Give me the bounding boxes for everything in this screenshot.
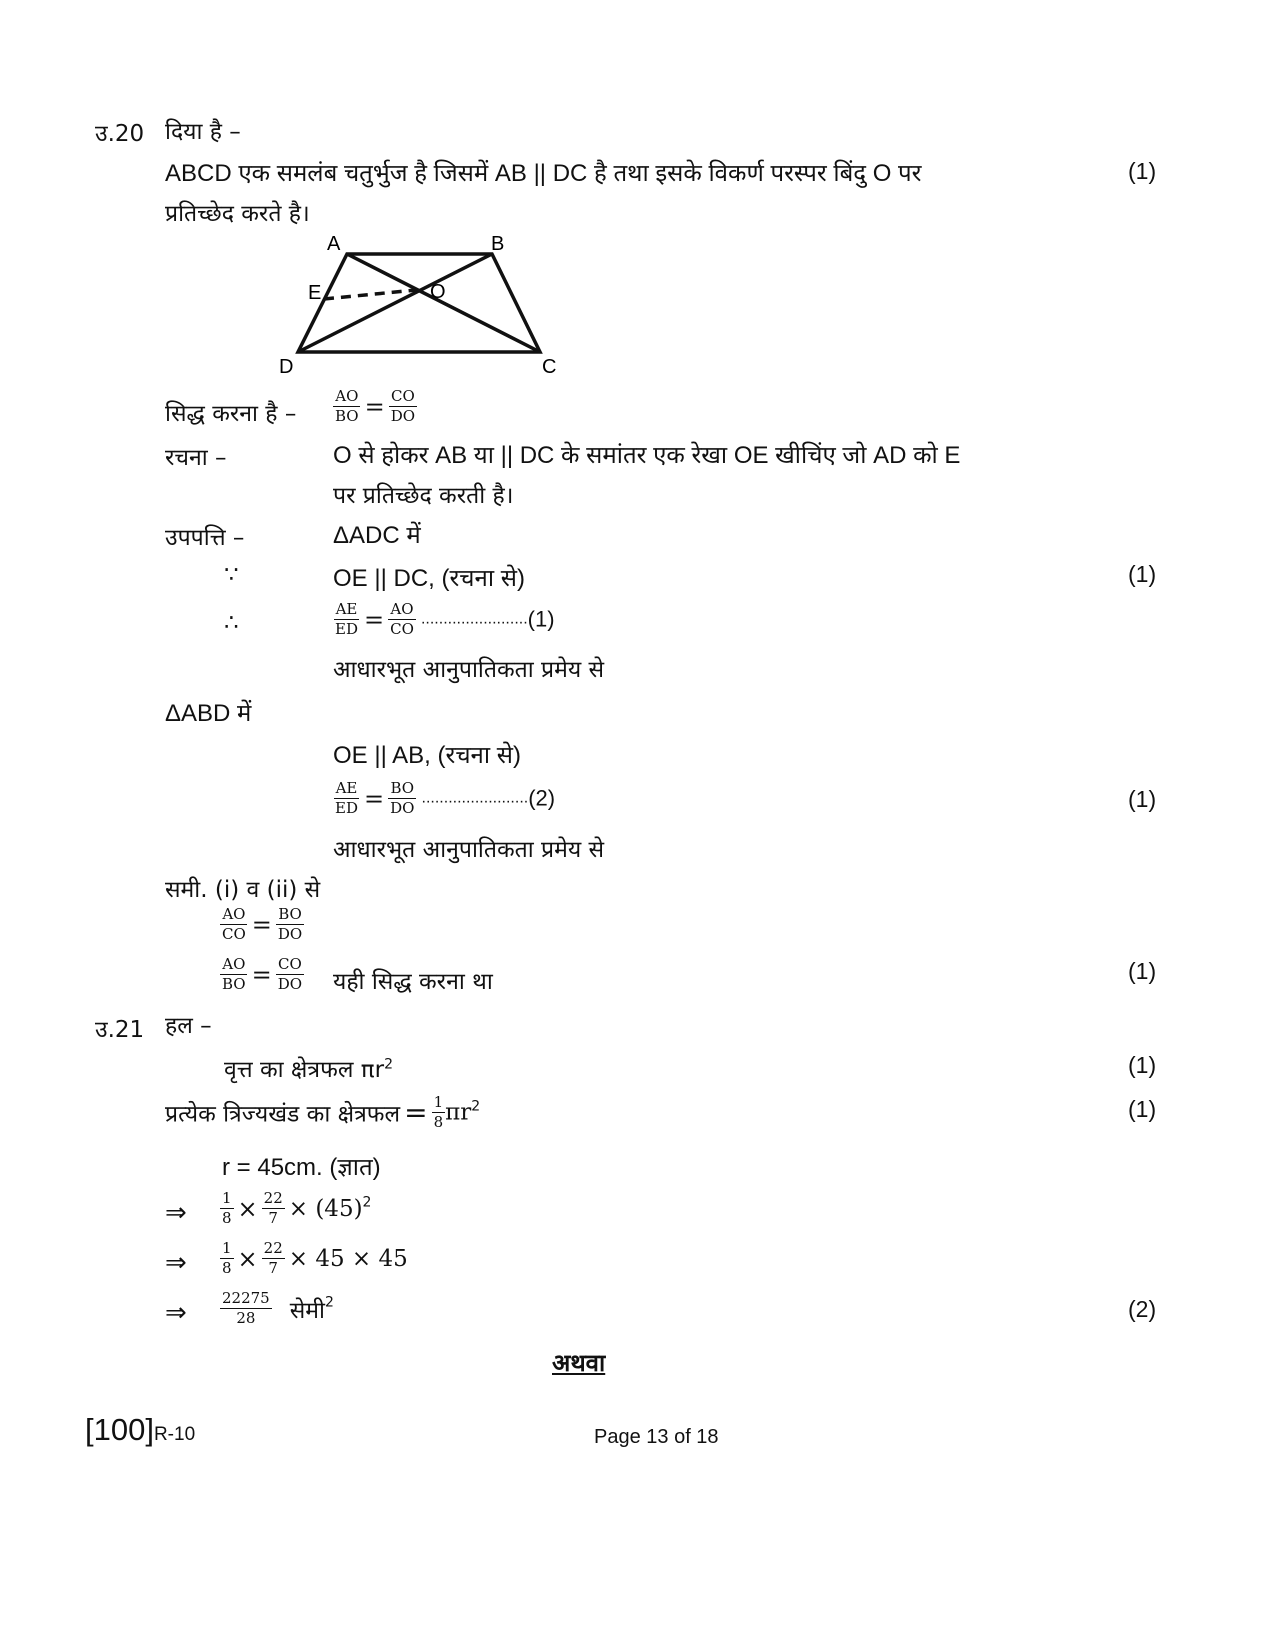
mark-1: (1) — [1128, 561, 1157, 587]
fraction: $\frac{AO}{BO}$ — [222, 955, 246, 993]
fraction: $\frac{22}{7}$ — [263, 1239, 283, 1277]
fraction: $\frac{22275}{28}$ — [222, 1289, 270, 1327]
mark-b: (1) — [1128, 1096, 1157, 1122]
fraction: $\frac{AO}{BO}$ — [335, 387, 359, 425]
to-prove-label: सिद्ध करना है – — [165, 401, 297, 427]
triangle-adc-heading: ΔADC में — [333, 522, 421, 549]
question-number-20: उ.20 — [95, 121, 145, 147]
trapezium-figure — [270, 228, 580, 388]
step-1: $\frac{1}{8}$ × $\frac{22}{7}$ × $(45)^2$ — [222, 1189, 372, 1227]
triangle-abd-heading: ΔABD में — [165, 700, 252, 727]
label-D: D — [279, 356, 294, 378]
construction-line-1: O से होकर AB या || DC के समांतर एक रेखा OE खीचिंए जो AD को E — [333, 442, 961, 469]
fraction: $\frac{AO}{CO}$ — [222, 905, 246, 943]
equation-1: $\frac{AE}{ED}$ = $\frac{AO}{CO}$ ........................(1) — [335, 600, 555, 638]
label-E: E — [308, 282, 322, 304]
implies-arrow: ⇒ — [165, 1248, 187, 1278]
fraction: $\frac{AE}{ED}$ — [335, 779, 358, 817]
implies-arrow: ⇒ — [165, 1298, 187, 1328]
or-heading: अथवा — [552, 1349, 606, 1377]
mark-c: (2) — [1128, 1296, 1157, 1322]
fraction: $\frac{1}{8}$ — [433, 1093, 444, 1131]
fraction: $\frac{AE}{ED}$ — [335, 600, 358, 638]
radius-given: r = 45cm. (ज्ञात) — [222, 1154, 381, 1181]
page-number: Page 13 of 18 — [594, 1426, 719, 1448]
fraction: $\frac{BO}{DO}$ — [277, 905, 303, 943]
fraction: $\frac{1}{8}$ — [222, 1239, 232, 1277]
theorem-line-1: आधारभूत आनुपातिकता प्रमेय से — [333, 657, 605, 683]
oe-parallel-dc: OE || DC, (रचना से) — [333, 565, 525, 592]
fraction: $\frac{CO}{DO}$ — [277, 955, 303, 993]
equation-3: $\frac{AO}{CO}$ = $\frac{BO}{DO}$ — [222, 905, 303, 943]
fraction: $\frac{22}{7}$ — [263, 1189, 283, 1227]
circle-area: वृत्त का क्षेत्रफल $\pi r^2$ — [224, 1056, 393, 1083]
oe-parallel-ab: OE || AB, (रचना से) — [333, 742, 521, 769]
therefore-symbol: ∴ — [224, 610, 239, 636]
mark-3: (1) — [1128, 958, 1157, 984]
fraction: $\frac{AO}{CO}$ — [390, 600, 414, 638]
label-B: B — [491, 233, 505, 255]
mark-a: (1) — [1128, 1052, 1157, 1078]
step-2: $\frac{1}{8}$ × $\frac{22}{7}$ × 45 × 45 — [222, 1239, 408, 1277]
construction-line-2: पर प्रतिच्छेद करती है। — [333, 483, 514, 509]
because-symbol: ∵ — [224, 562, 239, 588]
equation-2: $\frac{AE}{ED}$ = $\frac{BO}{DO}$ ........................(2) — [335, 779, 556, 817]
proved-text: यही सिद्ध करना था — [333, 969, 493, 995]
label-C: C — [542, 356, 557, 378]
given-text-line-2: प्रतिच्छेद करते है। — [165, 201, 310, 227]
given-label: दिया है – — [165, 119, 241, 145]
theorem-line-2: आधारभूत आनुपातिकता प्रमेय से — [333, 837, 605, 863]
given-text-line-1: ABCD एक समलंब चतुर्भुज है जिसमें AB || DC है तथा इसके विकर्ण परस्पर बिंदु O पर — [165, 160, 922, 187]
from-equations: समी. (i) व (ii) से — [165, 877, 321, 903]
label-A: A — [327, 233, 341, 255]
construction-label: रचना – — [165, 445, 227, 471]
sector-area: प्रत्येक त्रिज्यखंड का क्षेत्रफल = $\frac{1}{8}$ $\pi r^2$ — [165, 1093, 481, 1131]
mark-2: (1) — [1128, 786, 1157, 812]
step-3: $\frac{22275}{28}$ सेमी$^2$ — [222, 1289, 334, 1327]
proof-label: उपपत्ति – — [165, 525, 245, 551]
question-number-21: उ.21 — [95, 1017, 145, 1043]
label-O: O — [430, 281, 446, 303]
fraction: $\frac{CO}{DO}$ — [390, 387, 416, 425]
implies-arrow: ⇒ — [165, 1198, 187, 1228]
solution-label: हल – — [165, 1013, 212, 1039]
equation-4: $\frac{AO}{BO}$ = $\frac{CO}{DO}$ — [222, 955, 303, 993]
to-prove-equation: $\frac{AO}{BO}$ = $\frac{CO}{DO}$ — [335, 387, 416, 425]
footer-code: [100]R-10 — [85, 1412, 196, 1447]
mark-given: (1) — [1128, 158, 1157, 184]
fraction: $\frac{1}{8}$ — [222, 1189, 232, 1227]
fraction: $\frac{BO}{DO}$ — [390, 779, 415, 817]
